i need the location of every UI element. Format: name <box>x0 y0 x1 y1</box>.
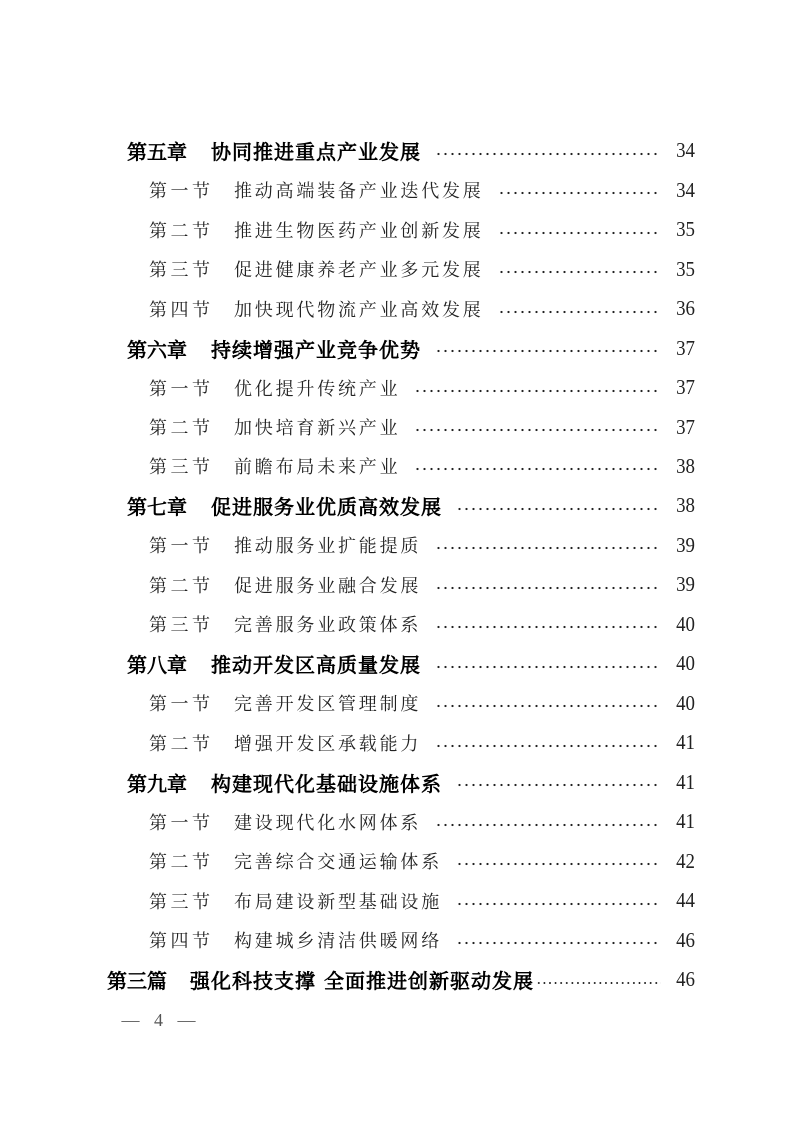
chapter-title: 协同推进重点产业发展 <box>211 140 421 165</box>
page-number: 36 <box>676 296 695 321</box>
toc-section-entry[interactable] <box>0 407 800 446</box>
dot-leader <box>498 231 660 235</box>
section-title: 推动服务业扩能提质 <box>234 536 422 557</box>
dot-leader <box>435 152 660 156</box>
dot-leader <box>435 704 660 708</box>
page-footer <box>121 1008 196 1032</box>
page-number: 37 <box>676 375 695 400</box>
page-number: 38 <box>676 453 695 478</box>
page-number: 40 <box>676 690 695 715</box>
section-label: 第二节 <box>149 575 214 596</box>
chapter-label: 第九章 <box>127 771 187 796</box>
section-label: 第三节 <box>149 891 214 912</box>
section-title: 完善开发区管理制度 <box>234 694 422 715</box>
section-title: 前瞻布局未来产业 <box>234 457 401 478</box>
chapter-label: 第七章 <box>127 495 187 520</box>
toc-section-entry[interactable] <box>0 565 800 604</box>
dot-leader <box>435 744 660 748</box>
toc-section-entry[interactable] <box>0 210 800 249</box>
toc-section-entry[interactable] <box>0 368 800 407</box>
toc-section-entry[interactable] <box>0 881 800 920</box>
section-label: 第一节 <box>149 812 214 833</box>
section-label: 第一节 <box>149 378 214 399</box>
part-title: 强化科技支撑 全面推进创新驱动发展 <box>190 969 534 994</box>
page-number: 35 <box>676 256 695 281</box>
section-label: 第四节 <box>149 299 214 320</box>
footer-right-dash: — <box>177 1009 196 1030</box>
section-title: 优化提升传统产业 <box>234 378 401 399</box>
section-label: 第一节 <box>149 181 214 202</box>
section-label: 第三节 <box>149 615 214 636</box>
toc-section-entry[interactable] <box>0 605 800 644</box>
page-number: 44 <box>676 888 695 913</box>
section-label: 第一节 <box>149 694 214 715</box>
toc-section-entry[interactable] <box>0 684 800 723</box>
dot-leader <box>414 428 660 432</box>
section-title: 完善服务业政策体系 <box>234 615 422 636</box>
toc-section-entry[interactable] <box>0 526 800 565</box>
chapter-label: 第五章 <box>127 140 187 165</box>
page-number: 39 <box>676 532 695 557</box>
dot-leader <box>435 665 660 669</box>
chapter-title: 促进服务业优质高效发展 <box>211 495 442 520</box>
page-number: 34 <box>676 177 695 202</box>
page-number: 41 <box>676 730 695 755</box>
section-title: 加快培育新兴产业 <box>234 418 401 439</box>
section-label: 第四节 <box>149 931 214 952</box>
section-title: 增强开发区承载能力 <box>234 733 422 754</box>
chapter-title: 持续增强产业竞争优势 <box>211 337 421 362</box>
section-label: 第二节 <box>149 220 214 241</box>
toc-chapter-entry[interactable] <box>0 131 800 170</box>
footer-page-number: 4 <box>154 1009 163 1030</box>
dot-leader <box>435 823 660 827</box>
section-title: 建设现代化水网体系 <box>234 812 422 833</box>
toc-section-entry[interactable] <box>0 723 800 762</box>
section-title: 推动高端装备产业迭代发展 <box>234 181 484 202</box>
page-number: 40 <box>676 651 695 676</box>
toc-chapter-entry[interactable] <box>0 644 800 683</box>
footer-left-dash: — <box>121 1009 140 1030</box>
toc-section-entry[interactable] <box>0 841 800 880</box>
section-label: 第二节 <box>149 852 214 873</box>
toc-chapter-entry[interactable] <box>0 763 800 802</box>
section-label: 第三节 <box>149 457 214 478</box>
page-number: 39 <box>676 572 695 597</box>
dot-leader <box>456 941 660 945</box>
dot-leader <box>498 191 660 195</box>
dot-leader <box>414 467 660 471</box>
page-number: 37 <box>676 414 695 439</box>
toc-part-entry[interactable] <box>0 960 800 999</box>
part-label: 第三篇 <box>107 969 167 994</box>
toc-section-entry[interactable] <box>0 289 800 328</box>
page-number: 42 <box>676 848 695 873</box>
dot-leader <box>414 389 660 393</box>
toc-chapter-entry[interactable] <box>0 486 800 525</box>
section-label: 第二节 <box>149 733 214 754</box>
page-number: 40 <box>676 611 695 636</box>
section-label: 第二节 <box>149 418 214 439</box>
section-title: 促进服务业融合发展 <box>234 575 422 596</box>
toc-section-entry[interactable] <box>0 802 800 841</box>
page-number: 46 <box>676 967 695 992</box>
page-number: 41 <box>676 809 695 834</box>
dot-leader <box>456 862 660 866</box>
dot-leader <box>435 546 660 550</box>
chapter-label: 第六章 <box>127 337 187 362</box>
dot-leader <box>498 310 660 314</box>
dot-leader <box>435 349 660 353</box>
toc-section-entry[interactable] <box>0 170 800 209</box>
dot-leader <box>456 507 660 511</box>
page-number: 37 <box>676 335 695 360</box>
dot-leader <box>456 783 660 787</box>
page-number: 38 <box>676 493 695 518</box>
chapter-label: 第八章 <box>127 653 187 678</box>
chapter-title: 推动开发区高质量发展 <box>211 653 421 678</box>
page-number: 41 <box>676 769 695 794</box>
page-number: 35 <box>676 217 695 242</box>
dot-leader <box>536 981 661 985</box>
page-number: 46 <box>676 927 695 952</box>
dot-leader <box>435 625 660 629</box>
dot-leader <box>498 270 660 274</box>
section-title: 加快现代物流产业高效发展 <box>234 299 484 320</box>
dot-leader <box>456 902 660 906</box>
section-title: 布局建设新型基础设施 <box>234 891 442 912</box>
toc-section-entry[interactable] <box>0 249 800 288</box>
section-label: 第三节 <box>149 260 214 281</box>
section-title: 促进健康养老产业多元发展 <box>234 260 484 281</box>
page-number: 34 <box>676 138 695 163</box>
toc-section-entry[interactable] <box>0 447 800 486</box>
toc-chapter-entry[interactable] <box>0 328 800 367</box>
toc-section-entry[interactable] <box>0 920 800 959</box>
table-of-contents <box>0 131 800 999</box>
section-title: 完善综合交通运输体系 <box>234 852 442 873</box>
section-title: 推进生物医药产业创新发展 <box>234 220 484 241</box>
section-title: 构建城乡清洁供暖网络 <box>234 931 442 952</box>
chapter-title: 构建现代化基础设施体系 <box>211 771 442 796</box>
dot-leader <box>435 586 660 590</box>
section-label: 第一节 <box>149 536 214 557</box>
